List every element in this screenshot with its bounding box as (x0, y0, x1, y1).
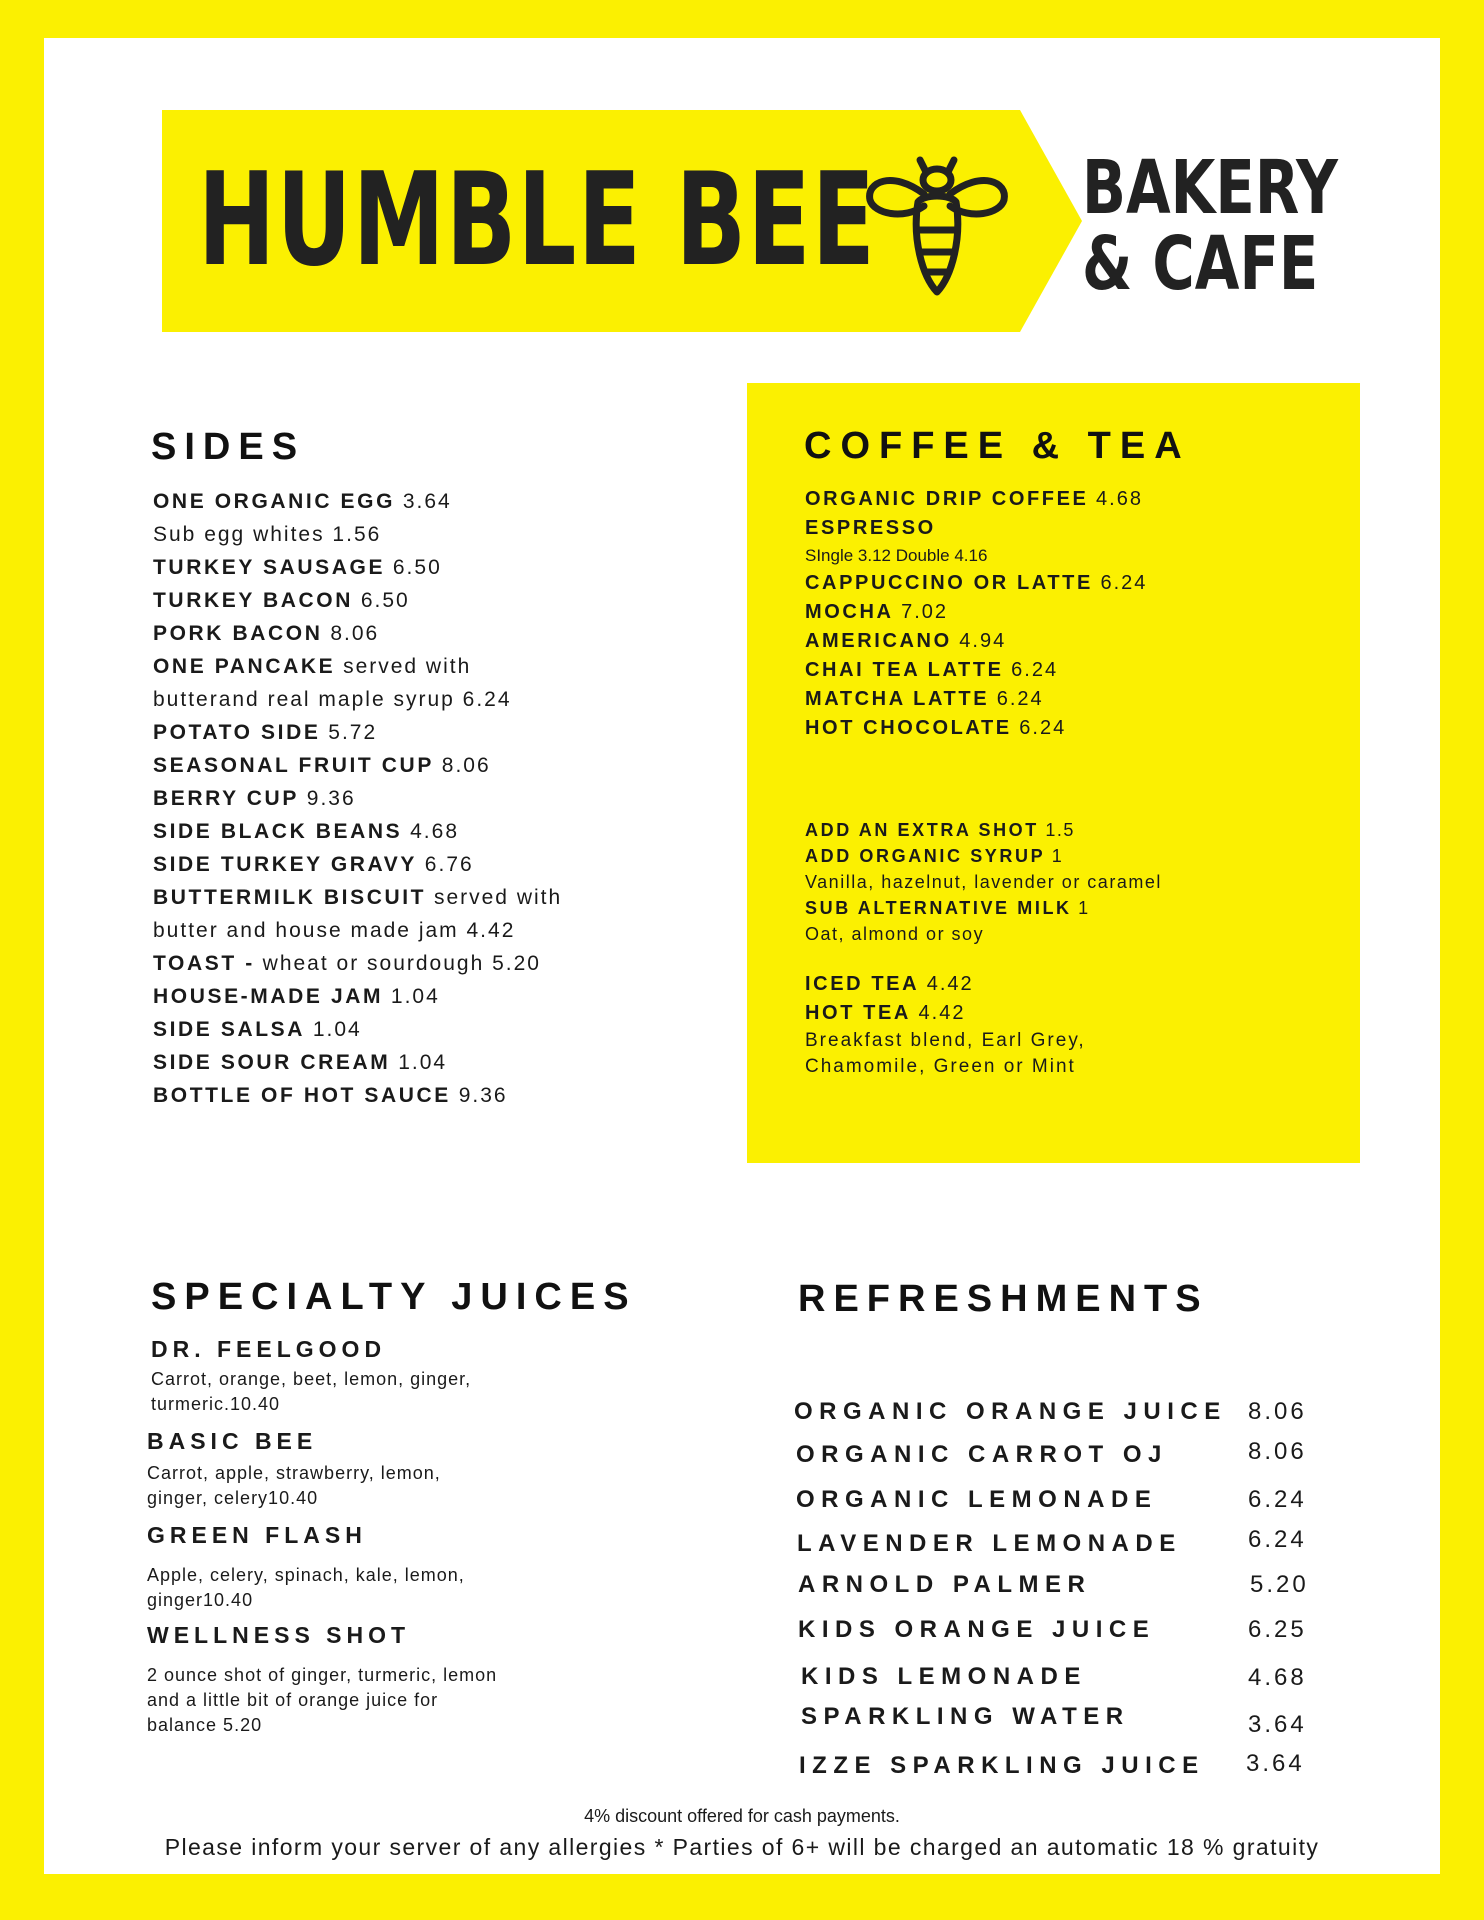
refreshment-price: 6.24 (1248, 1486, 1307, 1513)
brand-subtitle (1082, 145, 1338, 307)
side-item-detail: Sub egg whites 1.56 (153, 523, 382, 546)
coffee-item-name: CAPPUCCINO OR LATTE (805, 572, 1093, 594)
addon-item-name: SUB ALTERNATIVE MILK (805, 898, 1072, 918)
coffee-item-detail: 7.02 (893, 601, 949, 623)
refreshments-heading: REFRESHMENTS (798, 1278, 1209, 1320)
refreshment-name: ORGANIC LEMONADE (796, 1486, 1158, 1513)
refreshment-price: 6.25 (1248, 1616, 1307, 1643)
coffee-item (805, 569, 1147, 598)
coffee-item (805, 714, 1147, 743)
juice-item (151, 1336, 471, 1417)
addon-item (805, 869, 1162, 895)
side-item-detail: served with (426, 886, 563, 909)
coffee-item-name: AMERICANO (805, 630, 952, 652)
coffee-addons-list (805, 817, 1162, 947)
side-item (153, 947, 562, 980)
side-item-name: TURKEY BACON (153, 589, 353, 612)
refreshment-name: ARNOLD PALMER (798, 1571, 1092, 1598)
addon-item-detail: 1 (1071, 898, 1090, 918)
juice-description: Carrot, apple, strawberry, lemon, (147, 1463, 441, 1483)
refreshment-name: KIDS ORANGE JUICE (798, 1616, 1156, 1643)
side-item-detail: 8.06 (433, 754, 491, 777)
side-item (153, 749, 562, 782)
allergy-notice: Please inform your server of any allergies * Parties of 6+ will be charged an automatic 18 % gratuity (164, 1834, 1320, 1860)
side-item (153, 485, 562, 518)
tea-item (805, 970, 1086, 999)
side-item (153, 815, 562, 848)
coffee-item-name: CHAI TEA LATTE (805, 659, 1004, 681)
juice-description: 2 ounce shot of ginger, turmeric, lemon (147, 1665, 498, 1685)
refreshment-price: 6.24 (1248, 1526, 1307, 1553)
side-item-detail: 1.04 (305, 1018, 362, 1041)
addon-item-detail: 1.5 (1038, 820, 1075, 840)
addon-item-name: ADD AN EXTRA SHOT (805, 820, 1039, 840)
side-item (153, 980, 562, 1013)
juice-name: DR. FEELGOOD (151, 1336, 387, 1362)
side-item-detail: butter and house made jam 4.42 (153, 919, 516, 942)
refreshment-price: 5.20 (1250, 1571, 1309, 1598)
coffee-item (805, 598, 1147, 627)
coffee-item-name: ORGANIC DRIP COFFEE (805, 488, 1089, 510)
side-item (153, 782, 562, 815)
addon-item (805, 895, 1162, 921)
juice-description: balance 5.20 (147, 1715, 263, 1735)
refreshment-name: ORGANIC CARROT OJ (796, 1441, 1168, 1468)
tea-item-detail: 4.42 (919, 973, 974, 995)
coffee-item-detail: 6.24 (989, 688, 1044, 710)
refreshment-name: IZZE SPARKLING JUICE (799, 1752, 1205, 1779)
tea-item (805, 1054, 1086, 1080)
side-item (153, 914, 562, 947)
coffee-item (805, 627, 1147, 656)
side-item-detail: 3.64 (395, 490, 452, 513)
coffee-heading: COFFEE & TEA (804, 425, 1191, 467)
juice-item (147, 1622, 497, 1738)
side-item-name: SEASONAL FRUIT CUP (153, 754, 434, 777)
coffee-tea-panel (747, 383, 1360, 1163)
side-item (153, 881, 562, 914)
side-item-detail: 9.36 (298, 787, 356, 810)
side-item (153, 848, 562, 881)
side-item-name: TURKEY SAUSAGE (153, 556, 386, 579)
brand-subtitle-line1: BAKERY (1082, 145, 1338, 231)
side-item-name: SIDE TURKEY GRAVY (153, 853, 417, 876)
side-item-name: HOUSE-MADE JAM (153, 985, 384, 1008)
side-item-detail: butterand real maple syrup 6.24 (153, 688, 512, 711)
juice-description: Carrot, orange, beet, lemon, ginger, (151, 1369, 472, 1389)
side-item-name: SIDE SOUR CREAM (153, 1051, 391, 1074)
side-item (153, 1079, 562, 1112)
coffee-item-name: ESPRESSO (805, 517, 936, 539)
side-item-detail: 1.04 (390, 1051, 448, 1074)
juice-description: and a little bit of orange juice for (147, 1690, 439, 1710)
side-item (153, 716, 562, 749)
side-item (153, 1046, 562, 1079)
side-item-detail: 6.50 (353, 589, 410, 612)
coffee-item-name: MATCHA LATTE (805, 688, 990, 710)
side-item-detail: 6.50 (385, 556, 442, 579)
side-item (153, 683, 562, 716)
juice-name: GREEN FLASH (147, 1522, 367, 1548)
coffee-item-name: MOCHA (805, 601, 894, 623)
refreshment-price: 4.68 (1248, 1664, 1307, 1691)
addon-item (805, 843, 1162, 869)
side-item-detail: 4.68 (402, 820, 460, 843)
coffee-item-detail: 6.24 (1092, 572, 1148, 594)
side-item-name: SIDE SALSA (153, 1018, 306, 1041)
coffee-item (805, 485, 1147, 514)
discount-note: 4% discount offered for cash payments. (584, 1806, 900, 1826)
coffee-item-detail: 6.24 (1011, 717, 1067, 739)
side-item-name: ONE ORGANIC EGG (153, 490, 396, 513)
side-item (153, 617, 562, 650)
coffee-item-detail: 6.24 (1003, 659, 1059, 681)
addon-item-detail: Oat, almond or soy (805, 924, 985, 944)
addon-item (805, 817, 1162, 843)
side-item-detail: wheat or sourdough 5.20 (254, 952, 541, 975)
coffee-drinks-list (805, 485, 1147, 743)
tea-item (805, 999, 1086, 1028)
brand-banner (162, 110, 1338, 332)
side-item (153, 650, 562, 683)
refreshment-name: LAVENDER LEMONADE (797, 1530, 1182, 1557)
side-item-name: BOTTLE OF HOT SAUCE (153, 1084, 451, 1107)
coffee-item (805, 514, 1147, 543)
coffee-item (805, 685, 1147, 714)
side-item-name: BUTTERMILK BISCUIT (153, 886, 427, 909)
side-item (153, 551, 562, 584)
coffee-item (805, 656, 1147, 685)
brand-name: HUMBLE BEE (198, 146, 877, 295)
side-item-detail: 1.04 (383, 985, 440, 1008)
refreshment-name: SPARKLING WATER (801, 1703, 1130, 1730)
coffee-item-name: HOT CHOCOLATE (805, 717, 1012, 739)
juice-name: BASIC BEE (147, 1428, 318, 1454)
refreshment-price: 8.06 (1248, 1438, 1307, 1465)
tea-item-name: HOT TEA (805, 1002, 911, 1024)
refreshment-name: KIDS LEMONADE (801, 1663, 1087, 1690)
juice-description: turmeric.10.40 (151, 1394, 281, 1414)
juice-item (147, 1522, 465, 1613)
side-item (153, 518, 562, 551)
juice-item (147, 1428, 441, 1511)
addon-item (805, 921, 1162, 947)
side-item-detail: 5.72 (320, 721, 378, 744)
addon-item-detail: Vanilla, hazelnut, lavender or caramel (805, 872, 1162, 892)
side-item-name: PORK BACON (153, 622, 323, 645)
refreshment-price: 3.64 (1248, 1711, 1307, 1738)
refreshment-price: 8.06 (1248, 1398, 1307, 1425)
tea-item-detail: Breakfast blend, Earl Grey, (805, 1030, 1086, 1051)
menu-page (44, 38, 1440, 1874)
side-item (153, 584, 562, 617)
addon-item-detail: 1 (1045, 846, 1064, 866)
side-item-detail: 6.76 (416, 853, 474, 876)
side-item-detail: 8.06 (322, 622, 380, 645)
coffee-note: SIngle 3.12 Double 4.16 (805, 546, 988, 565)
side-item-name: TOAST - (153, 952, 255, 975)
tea-item-detail: Chamomile, Green or Mint (805, 1056, 1076, 1077)
tea-item-detail: 4.42 (910, 1002, 966, 1024)
sides-heading: SIDES (151, 426, 306, 468)
side-item-name: POTATO SIDE (153, 721, 321, 744)
juices-heading: SPECIALTY JUICES (151, 1276, 637, 1318)
tea-item-name: ICED TEA (805, 973, 920, 995)
juice-description: ginger, celery10.40 (147, 1488, 319, 1508)
juice-description: ginger10.40 (147, 1590, 254, 1610)
side-item-name: ONE PANCAKE (153, 655, 336, 678)
addon-item-name: ADD ORGANIC SYRUP (805, 846, 1046, 866)
side-item (153, 1013, 562, 1046)
tea-list (805, 970, 1086, 1080)
refreshment-price: 3.64 (1246, 1750, 1305, 1777)
brand-subtitle-line2: & CAFE (1082, 221, 1319, 307)
side-item-detail: 9.36 (450, 1084, 508, 1107)
side-item-name: BERRY CUP (153, 787, 299, 810)
juice-name: WELLNESS SHOT (147, 1622, 411, 1648)
sides-list (153, 485, 562, 1112)
coffee-item-detail: 4.94 (951, 630, 1007, 652)
side-item-name: SIDE BLACK BEANS (153, 820, 403, 843)
coffee-item-detail: 4.68 (1088, 488, 1143, 510)
side-item-detail: served with (335, 655, 472, 678)
refreshment-name: ORGANIC ORANGE JUICE (794, 1398, 1227, 1425)
bee-icon (862, 150, 1012, 300)
tea-item (805, 1028, 1086, 1054)
juice-description: Apple, celery, spinach, kale, lemon, (147, 1565, 465, 1585)
